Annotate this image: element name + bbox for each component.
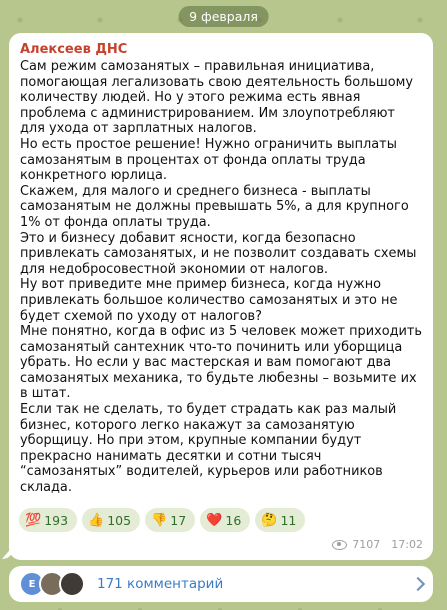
paragraph: Ну вот приведите мне пример бизнеса, когда нужно привлекать большое количество самозанятых и это не будет схемой по уходу от налогов? [20,277,398,324]
date-label: 9 февраля [178,6,269,27]
thumbs-up-icon: 👍 [88,512,105,528]
paragraph: Сам режим самозанятых – правильная инициатива, помогающая легализовать свою деятельность большому количеству людей. Но у этого режима есть явная проблема с администрированием. Им злоупотребляют для ухода от зарплатных налогов. [20,59,413,137]
reaction-count: 17 [170,512,187,528]
view-count: 7107 [352,538,381,551]
paragraph: Это и бизнесу добавит ясности, когда безопасно привлекать самозанятых, и не позволит создавать схемы для недобросовестной экономии от налогов. [20,230,417,277]
thinking-face-icon: 🤔 [261,512,278,528]
comments-label: 171 комментарий [97,576,224,592]
paragraph: Если так не сделать, то будет страдать как раз малый бизнес, которого легко накажут за самозанятую уборщицу. Но при этом, крупные компании будут прекрасно нанимать десятки и сотни тысяч “самозанятых” водителей, курьеров или работников склада. [20,402,397,496]
eye-icon [332,540,347,550]
reaction-thumbs-down[interactable] [145,508,195,532]
message-time: 17:02 [391,538,423,551]
paragraph: Мне понятно, когда в офис из 5 человек может приходить самозанятый сантехник что-то починить или уборщица убрать. Но если у вас мастерская и вам помогают два самозанятых механика, то будьте любезны – возьмите их в штат. [20,324,422,402]
reaction-hundred[interactable] [19,508,77,532]
avatar [59,571,85,597]
avatar: Е [19,571,45,597]
reaction-count: 105 [107,512,132,528]
message-meta [332,538,423,551]
post-author[interactable]: Алексеев ДНС [20,42,128,57]
reaction-count: 193 [44,512,69,528]
reaction-count: 16 [225,512,242,528]
message-text [20,59,423,496]
thumbs-down-icon: 👎 [151,512,168,528]
reaction-thinking[interactable] [255,508,305,532]
message-bubble[interactable] [9,33,433,560]
paragraph: Скажем, для малого и среднего бизнеса - выплаты самозанятым не должны превышать 5%, а для крупного 1% от фонда оплаты труда. [20,183,409,230]
reaction-heart[interactable] [200,508,250,532]
comments-button[interactable] [9,566,433,602]
chevron-right-icon [411,577,425,591]
reactions-bar [19,508,305,532]
commenter-avatars [19,571,85,597]
reaction-thumbs-up[interactable] [82,508,140,532]
paragraph: Но есть простое решение! Нужно ограничить выплаты самозанятым в процентах от фонда оплаты труда конкретного юрлица. [20,136,397,184]
hundred-points-icon: 💯 [25,512,42,528]
heart-icon: ❤️ [206,512,223,528]
reaction-count: 11 [280,512,297,528]
